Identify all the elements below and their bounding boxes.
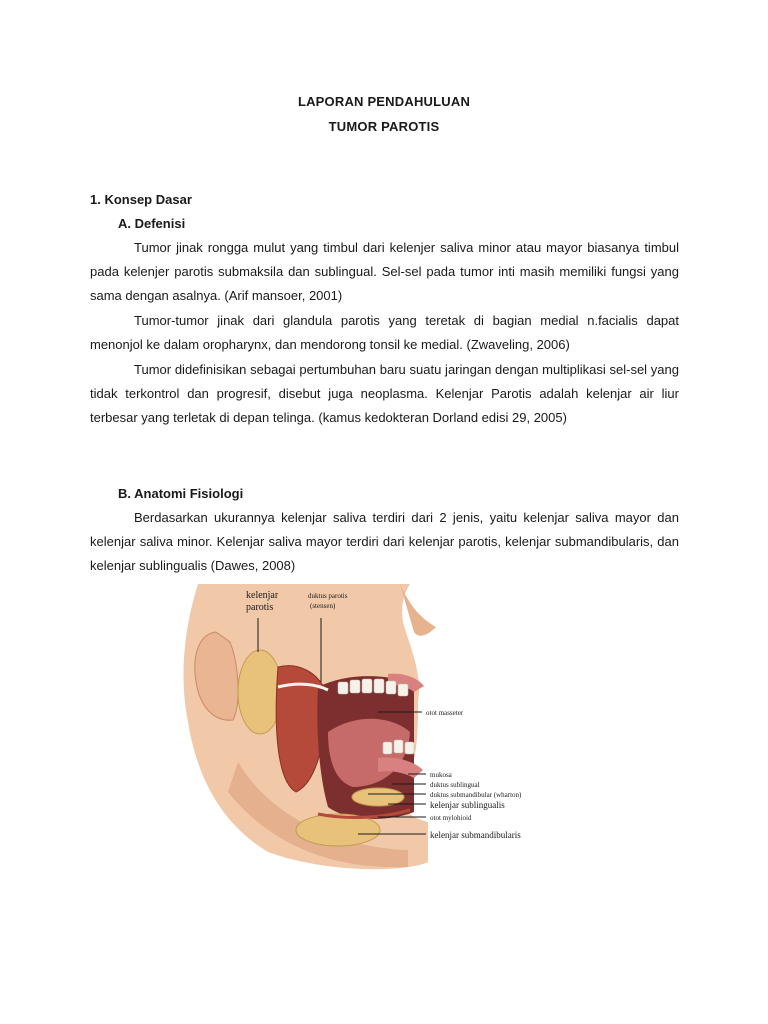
tooth-icon (405, 742, 414, 754)
salivary-gland-anatomy-figure (178, 582, 588, 872)
paragraph-defenisi-3: Tumor didefinisikan sebagai pertumbuhan baru suatu jaringan dengan multiplikasi sel-sel yang tidak terkontrol dan progresif, disebut juga neoplasma. Kelenjar Parotis adalah kelenjar air liur terbesar yang terletak di depan telinga. (kamus kedokteran Dorland edisi 29, 2005) (90, 362, 679, 426)
anatomy-illustration (178, 582, 588, 872)
tooth-icon (338, 682, 348, 694)
paragraph-defenisi-2: Tumor-tumor jinak dari glandula parotis yang teretak di bagian medial n.facialis dapat menonjol ke dalam oropharynx, dan mendorong tonsil ke medial. (Zwaveling, 2006) (90, 313, 679, 353)
label-duktus-sublingual: duktus sublingual (430, 781, 480, 789)
tooth-icon (350, 680, 360, 693)
label-kelenjar-submandibularis: kelenjar submandibularis (430, 830, 521, 840)
subsection-heading-defenisi: A. Defenisi (118, 216, 186, 231)
label-duktus-submandibular: duktus submandibular (wharton) (430, 791, 522, 799)
label-duktus-parotis: duktus parotis (308, 592, 348, 600)
tooth-icon (394, 740, 403, 753)
lower-teeth (383, 740, 414, 754)
section-heading-konsep-dasar: 1. Konsep Dasar (90, 192, 192, 207)
tooth-icon (362, 679, 372, 693)
submandibular-gland (296, 814, 380, 846)
paragraph-anatomi-1: Berdasarkan ukurannya kelenjar saliva terdiri dari 2 jenis, yaitu kelenjar saliva mayor dan kelenjar saliva minor. Kelenjar saliva mayor terdiri dari kelenjar parotis, kelenjar submandibularis, dan kelenjar sublingualis (Dawes, 2008) (90, 510, 679, 574)
parotid-gland (238, 650, 282, 734)
paragraph-defenisi-1: Tumor jinak rongga mulut yang timbul dari kelenjer saliva minor atau mayor biasanya timbul pada kelenjer parotis submaksila dan sublingual. Sel-sel pada tumor inti masih memiliki fungsi yang sama dengan asalnya. (Arif mansoer, 2001) (90, 240, 679, 304)
label-otot-masseter: otot masseter (426, 709, 464, 717)
tooth-icon (386, 681, 396, 694)
label-kelenjar: kelenjar (246, 590, 279, 601)
subsection-heading-anatomi-fisiologi: B. Anatomi Fisiologi (118, 486, 244, 501)
document-title: LAPORAN PENDAHULUAN (297, 94, 471, 109)
label-kelenjar-sublingualis: kelenjar sublingualis (430, 800, 505, 810)
tooth-icon (398, 684, 408, 696)
label-mukosa: mukosa (430, 771, 452, 779)
label-stensen: (stensen) (310, 602, 336, 610)
tooth-icon (383, 742, 392, 754)
label-parotis: parotis (246, 602, 274, 613)
label-otot-mylohioid: otot mylohioid (430, 814, 472, 822)
tooth-icon (374, 679, 384, 693)
sublingual-gland (352, 788, 404, 806)
document-subtitle: TUMOR PAROTIS (328, 119, 440, 134)
